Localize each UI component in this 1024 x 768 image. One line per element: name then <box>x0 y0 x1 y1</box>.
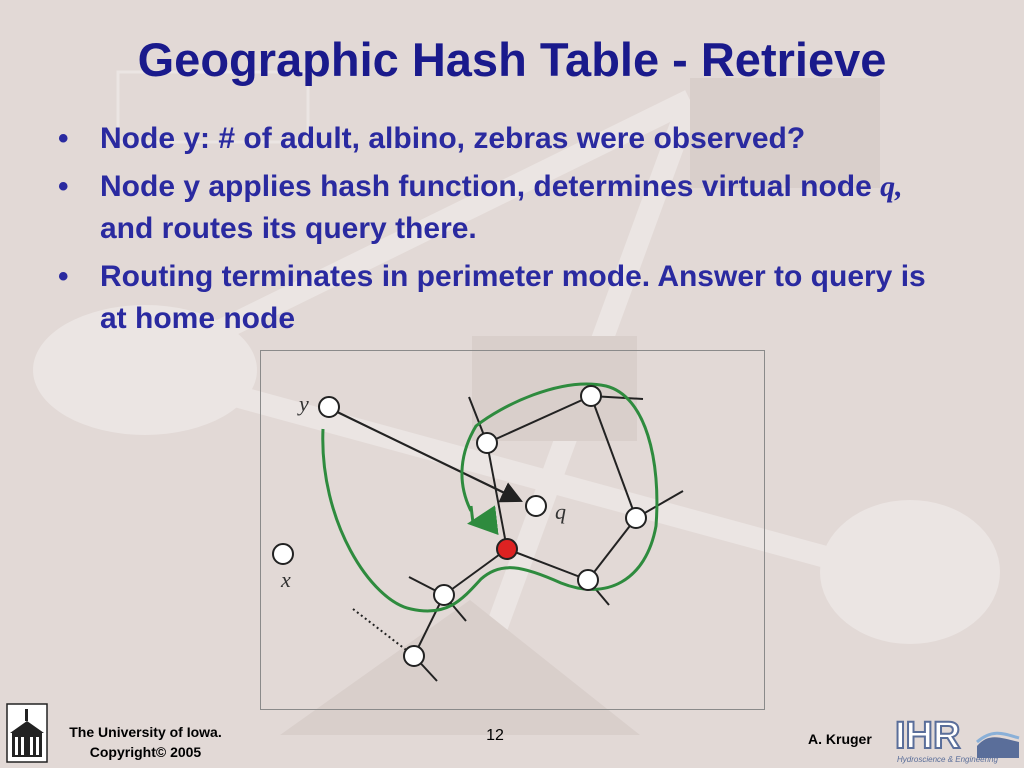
label-x: x <box>281 567 291 592</box>
label-y: y <box>299 391 309 416</box>
footer-university-line1: The University of Iowa. <box>69 724 222 740</box>
node <box>578 570 598 590</box>
bullet-text: Routing terminates in perimeter mode. Answer to query is at home node <box>100 260 926 335</box>
edge <box>487 396 591 443</box>
home-node <box>497 539 517 559</box>
edge <box>507 549 588 580</box>
edge <box>591 396 636 518</box>
perimeter-route-path <box>323 384 657 611</box>
svg-text:Hydroscience & Engineering: Hydroscience & Engineering <box>897 755 998 764</box>
edge <box>444 549 507 595</box>
svg-text:IHR: IHR <box>895 715 961 757</box>
node-x <box>273 544 293 564</box>
network-edges <box>409 396 683 681</box>
bullet-glyph: • <box>58 170 69 203</box>
node <box>581 386 601 406</box>
node-y <box>319 397 339 417</box>
bullet-text-before: Node y applies hash function, determines virtual node <box>100 170 881 203</box>
page-number: 12 <box>486 727 504 744</box>
node <box>477 433 497 453</box>
node <box>434 585 454 605</box>
bullet-glyph: • <box>58 122 69 155</box>
routing-diagram <box>261 351 766 711</box>
bullet-text: Node y: # of adult, albino, zebras were observed? <box>100 122 806 155</box>
label-q: q <box>555 499 566 524</box>
university-seal-icon <box>6 703 48 763</box>
node <box>404 646 424 666</box>
node <box>626 508 646 528</box>
bullet-item-3 <box>58 256 938 340</box>
network-nodes <box>273 386 646 666</box>
bullet-item-1 <box>58 118 938 160</box>
query-arrow <box>329 408 519 500</box>
slide-title: Geographic Hash Table - Retrieve <box>137 33 887 86</box>
footer-author: A. Kruger <box>808 731 872 747</box>
footer-university <box>58 722 233 762</box>
edge <box>487 443 507 549</box>
bullet-item-2 <box>58 166 938 250</box>
virtual-node-q <box>526 496 546 516</box>
perimeter-route-arrowhead <box>471 506 473 523</box>
edge <box>588 518 636 580</box>
bullet-glyph: • <box>58 260 69 293</box>
dotted-edge <box>353 609 414 656</box>
ght-routing-figure <box>260 350 765 710</box>
footer-university-line2: Copyright© 2005 <box>89 744 202 760</box>
bullet-list <box>58 118 938 346</box>
bullet-text-after: and routes its query there. <box>100 212 477 245</box>
bullet-text-italic: q, <box>880 170 903 203</box>
ihr-logo-icon <box>893 712 1021 764</box>
